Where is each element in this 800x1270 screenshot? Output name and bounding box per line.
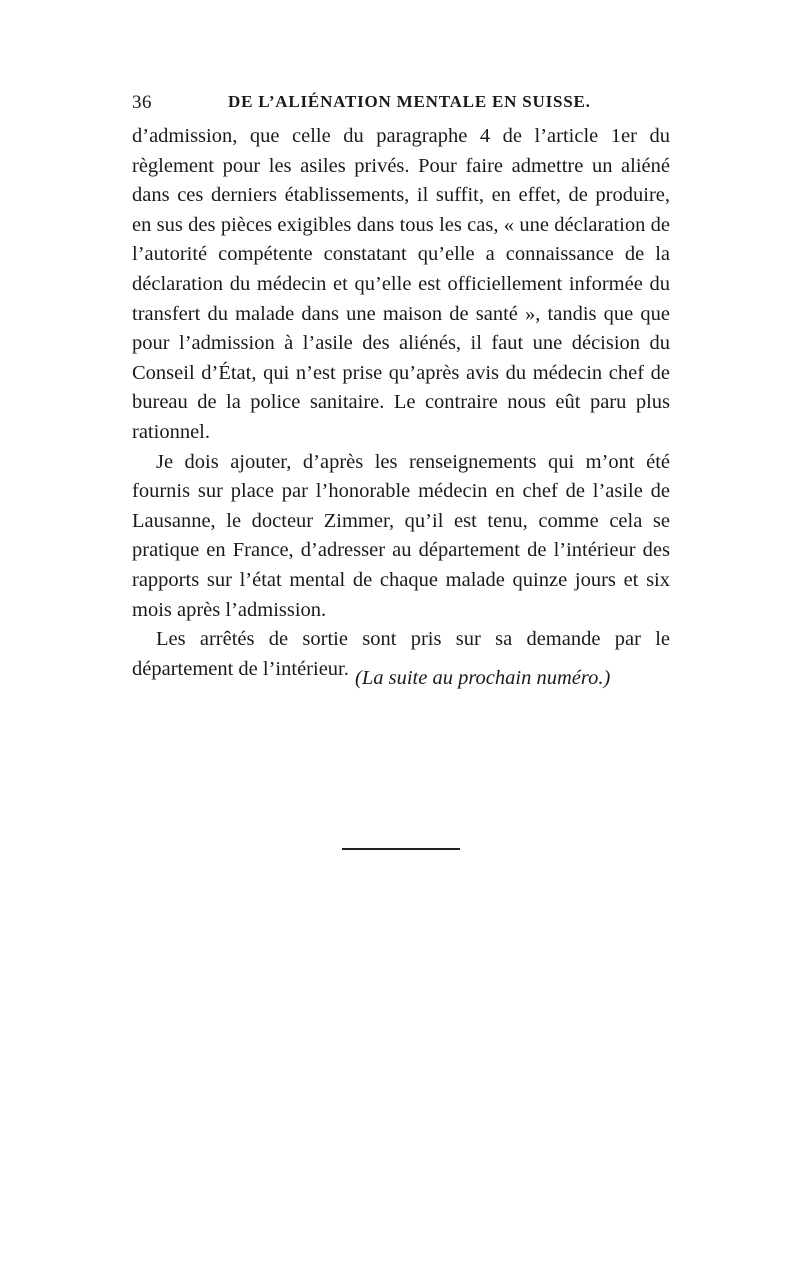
body-text bbox=[132, 122, 670, 684]
running-head bbox=[132, 92, 672, 120]
end-rule bbox=[342, 848, 460, 850]
paragraph-3: Les arrêtés de sortie sont pris sur sa demande par le département de l’intérieur. bbox=[132, 628, 670, 680]
paragraph-1: d’admission, que celle du paragraphe 4 de l’article 1er du règlement pour les asiles privés. Pour faire admettre un aliéné dans ces derniers établissements, il suffit, en effet, de produire, en sus des pièces exigibles dans tous les cas, « une déclaration de l’autorité compétente constatant qu’elle a connaissance de la déclaration du médecin et qu’elle est officiellement informée du transfert du malade dans une maison de santé », tandis que que pour l’admission à l’asile des aliénés, il faut une décision du Conseil d’État, qui n’est prise qu’après avis du médecin chef de bureau de la police sanitaire. Le contraire nous eût paru plus rationnel. bbox=[132, 125, 670, 443]
running-title: DE L’ALIÉNATION MENTALE EN SUISSE. bbox=[228, 92, 591, 111]
page-number: 36 bbox=[132, 92, 152, 113]
paragraph-2: Je dois ajouter, d’après les renseignements qui m’ont été fournis sur place par l’honorable médecin en chef de l’asile de Lausanne, le docteur Zimmer, qu’il est tenu, comme cela se pratique en France, d’adresser au département de l’intérieur des rapports sur l’état mental de chaque malade quinze jours et six mois après l’admission. bbox=[132, 450, 670, 621]
continuation-note: (La suite au prochain numéro.) bbox=[355, 667, 611, 689]
